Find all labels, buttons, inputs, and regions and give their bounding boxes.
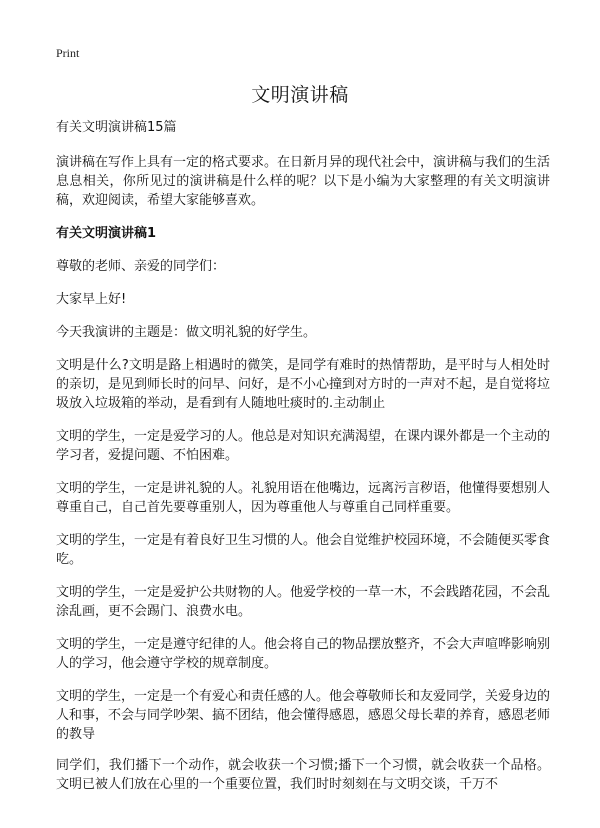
paragraph-what-is-civility: 文明是什么?文明是路上相遇时的微笑，是同学有难时的热情帮助，是平时与人相处时的亲切，是见到师长时的问早、问好，是不小心撞到对方时的一声对不起，是自觉将垃圾放入垃圾箱的举动，是看到有人随地吐痰时的.主动制止 [56,358,551,411]
article-subtitle: 有关文明演讲稿15篇 [56,120,177,135]
print-link[interactable]: Print [56,46,80,60]
paragraph-discipline: 文明的学生，一定是遵守纪律的人。他会将自己的物品摆放整齐，不会大声喧哗影响别人的学习，他会遵守学校的规章制度。 [56,637,551,671]
section-heading: 有关文明演讲稿1 [56,226,157,241]
paragraph-greeting: 尊敬的老师、亲爱的同学们： [56,259,226,274]
article-body [56,118,550,808]
paragraph-public-property: 文明的学生，一定是爱护公共财物的人。他爱学校的一草一木，不会践踏花园，不会乱涂乱画，更不会踢门、浪费水电。 [56,585,551,619]
paragraph-caring: 文明的学生，一定是一个有爱心和责任感的人。他会尊敬师长和友爱同学，关爱身边的人和事，不会与同学吵架、搞不团结，他会懂得感恩，感恩父母长辈的养育，感恩老师的教导 [56,689,551,742]
paragraph-morning: 大家早上好! [56,292,127,307]
paragraph-closing: 同学们，我们播下一个动作，就会收获一个习惯;播下一个习惯，就会收获一个品格。文明已被人们放在心里的一个重要位置，我们时时刻刻在与文明交谈，千万不 [56,758,550,792]
paragraph-polite: 文明的学生，一定是讲礼貌的人。礼貌用语在他嘴边，远离污言秽语，他懂得要想别人尊重自己，自己首先要尊重别人，因为尊重他人与尊重自己同样重要。 [56,481,551,515]
page-title: 文明演讲稿 [251,84,349,106]
paragraph-topic: 今天我演讲的主题是：做文明礼貌的好学生。 [56,325,317,340]
intro-paragraph: 演讲稿在写作上具有一定的格式要求。在日新月异的现代社会中，演讲稿与我们的生活息息相关，你所见过的演讲稿是什么样的呢？以下是小编为大家整理的有关文明演讲稿，欢迎阅读，希望大家能够喜欢。 [56,155,551,208]
paragraph-loves-learning: 文明的学生，一定是爱学习的人。他总是对知识充满渴望，在课内课外都是一个主动的学习者，爱提问题、不怕困难。 [56,429,551,463]
paragraph-hygiene: 文明的学生，一定是有着良好卫生习惯的人。他会自觉维护校园环境，不会随便买零食吃。 [56,533,551,567]
